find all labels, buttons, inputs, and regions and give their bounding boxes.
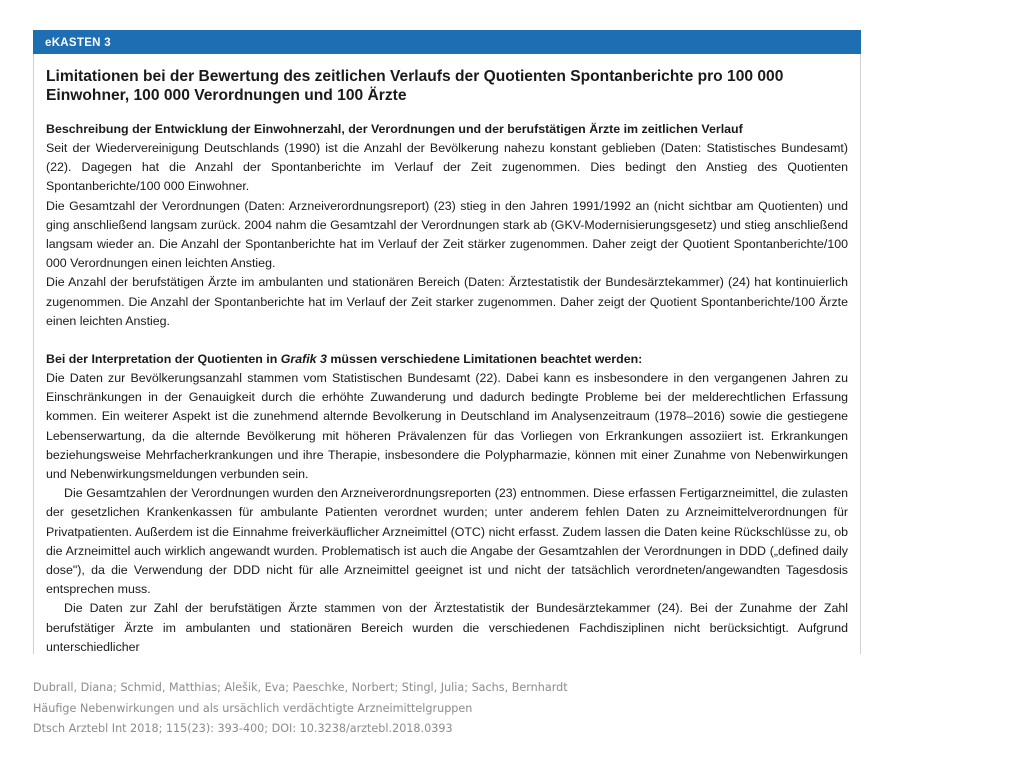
section-spacer (46, 331, 848, 350)
paragraph-physician-limits: Die Daten zur Zahl der berufstätigen Ärzte stammen von der Ärztestatistik der Bundesärztekammer (24). Bei der Zunahme der Zahl berufstätiger Ärzte im ambulanten und stationären Bereich wurden die verschiedenen Fachdisziplinen nicht berücksichtigt. Aufgrund unterschiedlicher (46, 601, 848, 654)
section-heading-description: Beschreibung der Entwicklung der Einwohnerzahl, der Verordnungen und der berufstätigen Ärzte im zeitlichen Verlauf (46, 122, 743, 136)
info-box (33, 30, 861, 654)
paragraph-population: Seit der Wiedervereinigung Deutschlands (1990) ist die Anzahl der Bevölkerung nahezu konstant geblieben (Daten: Statistisches Bundesamt) (22). Dagegen hat die Anzahl der Spontanberichte im Verlauf der Zeit zugenommen. Dies bedingt den Anstieg des Quotienten Spontanberichte/100 000 Einwohner. (46, 141, 848, 194)
heading-suffix: müssen verschiedene Limitationen beachtet werden: (326, 352, 643, 367)
figure-reference: Grafik 3 (280, 352, 327, 367)
box-label: eKASTEN 3 (33, 30, 861, 54)
paragraph-population-limits: Die Daten zur Bevölkerungsanzahl stammen vom Statistischen Bundesamt (22). Dabei kann es insbesondere in den vergangenen Jahren zu Einschränkungen in der Genauigkeit durch die erhöhte Zuwanderung und dadurch bedingte Probleme bei der melderechtlichen Erfassung kommen. Ein weiterer Aspekt ist die zunehmend alternde Bevolkerung in Deutschland im Analysenzeitraum (1978–2016) sowie die gestiegene Lebenserwartung, da die alternde Bevölkerung mit höheren Prävalenzen für das Vorliegen von Erkrankungen assoziiert ist. Erkrankungen beziehungsweise Mehrfacherkrankungen und ihre Therapie, insbesondere die Polypharmazie, können mit einer Zunahme von Nebenwirkungen und Nebenwirkungsmeldungen verbunden sein. (46, 371, 848, 482)
paragraph-prescription-limits: Die Gesamtzahlen der Verordnungen wurden den Arzneiverordnungsreporten (23) entnommen. Diese erfassen Fertigarzneimittel, die zulasten der gesetzlichen Krankenkassen für ambulante Patienten verordnet wurden; unter anderem fehlen Daten zu Arzneimittelverordnungen für Privatpatienten. Außerdem ist die Einnahme freiverkäuflicher Arzneimittel (OTC) nicht erfasst. Zudem lassen die Daten keine Rückschlüsse zu, ob die Arzneimittel auch wirklich angewandt wurden. Problematisch ist auch die Angabe der Gesamtzahlen der Verordnungen in DDD („defined daily dose"), da die Verwendung der DDD nicht für alle Arzneimittel geeignet ist und nicht der tatsächlich verordneten/angewandten Tagesdosis entsprechen muss. (46, 486, 848, 597)
box-body (33, 54, 861, 654)
citation-title: Häufige Nebenwirkungen und als ursächlich verdächtigte Arzneimittelgruppen (33, 701, 473, 715)
paragraph-prescriptions: Die Gesamtzahl der Verordnungen (Daten: Arzneiverordnungsreport) (23) stieg in den Jahren 1991/1992 an (nicht sichtbar am Quotienten) und ging anschließend langsam zurück. 2004 nahm die Gesamtzahl der Verordnungen stark ab (GKV-Modernisierungsgesetz) und stieg anschließend langsam wieder an. Die Anzahl der Spontanberichte hat im Verlauf der Zeit stärker zugenommen. Daher zeigt der Quotient Spontanberichte/100 000 Verordnungen einen leichten Anstieg. (46, 198, 848, 271)
paragraph-physicians: Die Anzahl der berufstätigen Ärzte im ambulanten und stationären Bereich (Daten: Ärztestatistik der Bundesärztekammer) (24) hat kontinuierlich zugenommen. Die Anzahl der Spontanberichte hat im Verlauf der Zeit starker zugenommen. Daher zeigt der Quotient Spontanberichte/100 Ärzte einen leichten Anstieg. (46, 275, 848, 328)
citation (33, 678, 933, 740)
heading-prefix: Bei der Interpretation der Quotienten in (46, 352, 281, 367)
citation-authors: Dubrall, Diana; Schmid, Matthias; Alešik, Eva; Paeschke, Norbert; Stingl, Julia; Sachs, Bernhardt (33, 681, 568, 694)
section-heading-limitations (46, 350, 848, 369)
box-title: Limitationen bei der Bewertung des zeitlichen Verlaufs der Quotienten Spontanberichte pro 100 000 Einwohner, 100 000 Verordnungen und 100 Ärzte (46, 68, 784, 104)
citation-reference: Dtsch Arztebl Int 2018; 115(23): 393-400; DOI: 10.3238/arztebl.2018.0393 (33, 722, 453, 735)
